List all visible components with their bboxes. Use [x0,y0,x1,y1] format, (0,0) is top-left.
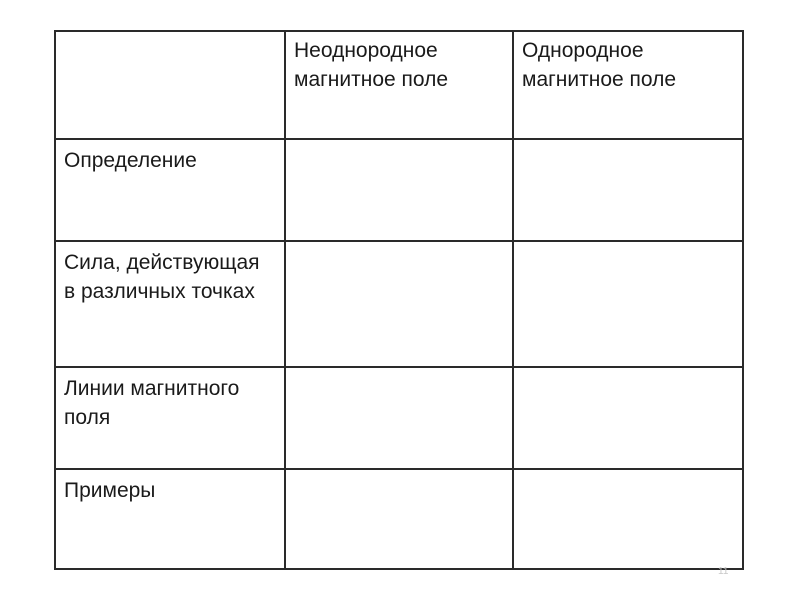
header-row [55,31,743,139]
page-number: 11 [718,566,729,577]
table-cell [513,469,743,569]
table-row [55,469,743,569]
header-cell-uniform-field: Однородное магнитное поле [513,31,743,139]
table-row [55,139,743,241]
table-cell [285,469,513,569]
row-label-field-lines: Линии магнитного поля [55,367,285,469]
header-cell-nonuniform-field: Неоднородное магнитное поле [285,31,513,139]
table-cell [513,139,743,241]
table-cell [285,139,513,241]
row-label-definition: Определение [55,139,285,241]
table-cell [513,241,743,367]
row-label-force: Сила, действующая в различных точках [55,241,285,367]
table-row [55,367,743,469]
comparison-table [54,30,744,570]
table-cell [285,241,513,367]
table-cell [285,367,513,469]
header-cell-corner [55,31,285,139]
row-label-examples: Примеры [55,469,285,569]
table-row [55,241,743,367]
table-cell [513,367,743,469]
